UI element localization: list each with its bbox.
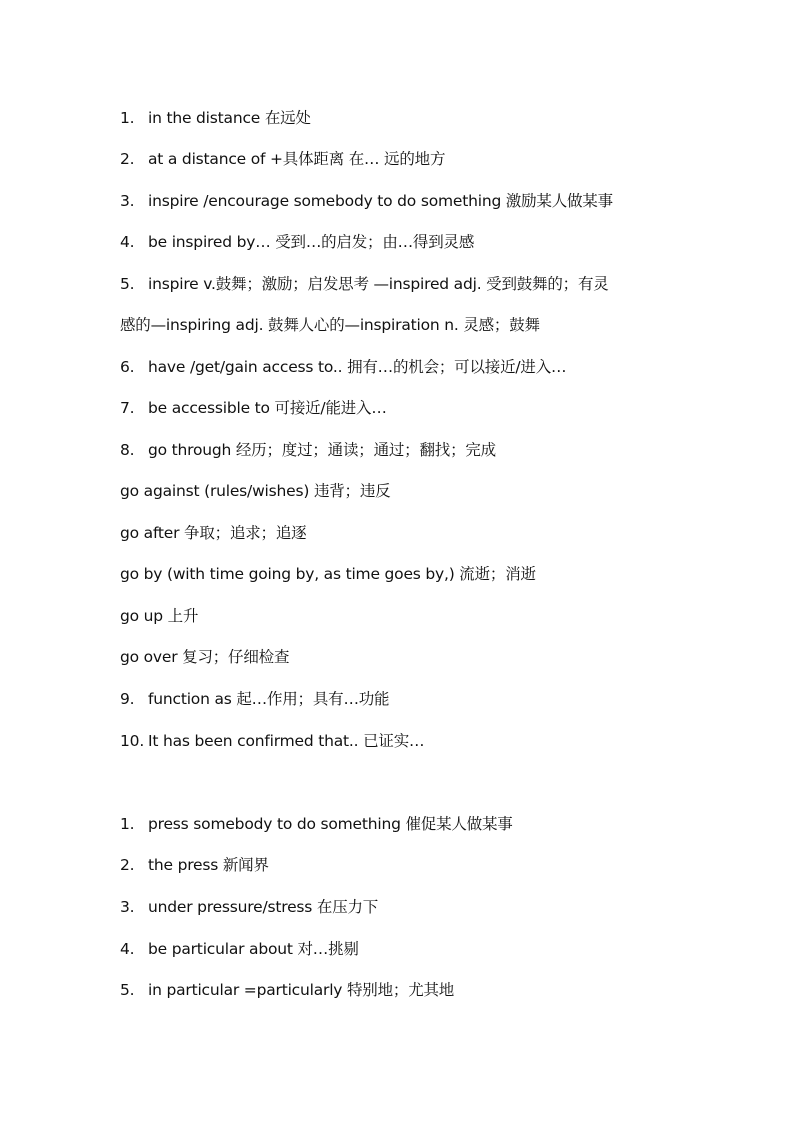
list-item <box>120 855 269 875</box>
list-item <box>120 274 609 294</box>
item-text: be accessible to 可接近/能进入… <box>148 399 387 417</box>
item-text: go after 争取；追求；追逐 <box>120 524 307 542</box>
item-number: 1. <box>120 109 135 127</box>
list-item-sub <box>120 481 390 501</box>
item-number: 3. <box>120 898 135 916</box>
item-number: 4. <box>120 940 135 958</box>
item-text: It has been confirmed that.. 已证实… <box>148 732 425 750</box>
list-item <box>120 939 359 959</box>
list-item <box>120 108 311 128</box>
list-item-sub <box>120 606 198 626</box>
item-text: inspire /encourage somebody to do something 激励某人做某事 <box>148 192 613 210</box>
item-text: function as 起…作用；具有…功能 <box>148 690 390 708</box>
item-number: 9. <box>120 690 135 708</box>
item-text: the press 新闻界 <box>148 856 269 874</box>
item-text: press somebody to do something 催促某人做某事 <box>148 815 513 833</box>
item-text: go by (with time going by, as time goes by,) 流逝；消逝 <box>120 565 536 583</box>
item-number: 2. <box>120 150 135 168</box>
item-number: 6. <box>120 358 135 376</box>
item-text: in particular =particularly 特别地；尤其地 <box>148 981 455 999</box>
item-text: go against (rules/wishes) 违背；违反 <box>120 482 391 500</box>
list-item <box>120 814 513 834</box>
list-item <box>120 357 566 377</box>
item-text: be inspired by… 受到…的启发；由…得到灵感 <box>148 233 475 251</box>
item-text: have /get/gain access to.. 拥有…的机会；可以接近/进入… <box>148 358 567 376</box>
list-item <box>120 149 445 169</box>
list-item-sub <box>120 523 306 543</box>
item-text: in the distance 在远处 <box>148 109 311 127</box>
list-item <box>120 689 389 709</box>
item-text: go up 上升 <box>120 607 199 625</box>
item-number: 2. <box>120 856 135 874</box>
item-number: 1. <box>120 815 135 833</box>
item-text: at a distance of +具体距离 在… 远的地方 <box>148 150 446 168</box>
list-item <box>120 731 424 751</box>
item-number: 3. <box>120 192 135 210</box>
list-item-sub <box>120 564 536 584</box>
list-item <box>120 440 496 460</box>
list-item <box>120 897 378 917</box>
list-item-sub <box>120 647 289 667</box>
item-text: go over 复习；仔细检查 <box>120 648 290 666</box>
list-item <box>120 398 387 418</box>
item-text: be particular about 对…挑剔 <box>148 940 359 958</box>
list-item <box>120 980 454 1000</box>
item-text: inspire v.鼓舞；激励；启发思考 —inspired adj. 受到鼓舞的；有灵 <box>148 275 609 293</box>
item-number: 5. <box>120 275 135 293</box>
item-number: 4. <box>120 233 135 251</box>
item-number: 8. <box>120 441 135 459</box>
item-number: 10. <box>120 732 145 750</box>
item-number: 5. <box>120 981 135 999</box>
item-text: go through 经历；度过；通读；通过；翻找；完成 <box>148 441 496 459</box>
list-item-continuation <box>120 315 540 335</box>
item-number: 7. <box>120 399 135 417</box>
list-item <box>120 191 613 211</box>
list-item <box>120 232 474 252</box>
item-text: under pressure/stress 在压力下 <box>148 898 379 916</box>
item-text: 感的—inspiring adj. 鼓舞人心的—inspiration n. 灵感；鼓舞 <box>120 316 540 334</box>
